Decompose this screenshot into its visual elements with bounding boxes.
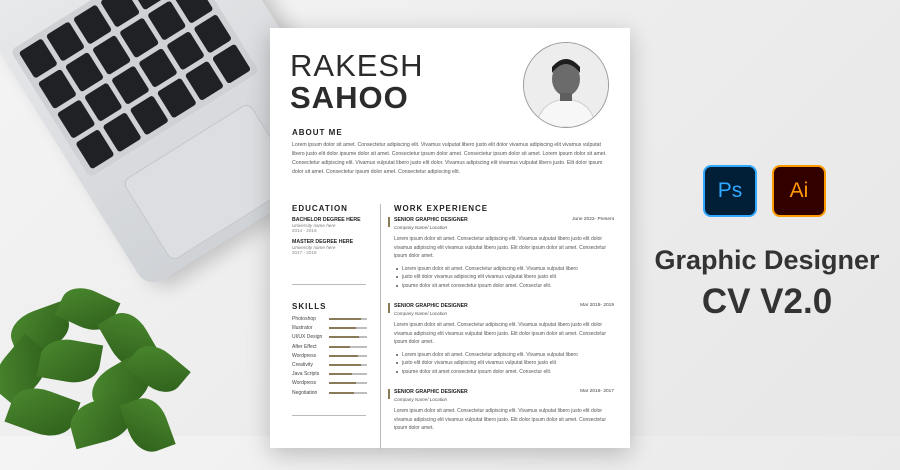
skill-label: After Effect	[292, 343, 317, 350]
about-text: Lorem ipsum dolor sit amet. Consectetur adipiscing elit. Vivamus vulputat libero justo elit dolor vivamus adipiscing elit vivamus vulputat libero justo elit dolor ipsume dolor sit amet. Consectetur ipsum dolor amet. Consectetur ipsum dolor sit amet. Lorem ipsum dolor sit amet. Consectetur adipiscing elit. Vivamus vulputat libero justo elit dolor. Vivamus adipiscing elit vivamus vulputat libero justo. Elit dolor ipsum dolor sit amet. Consectetur ipsum dolor amet. Consectetur adipiscing elit.	[292, 142, 607, 175]
skill-level-bar	[329, 364, 367, 366]
skill-level-fill	[329, 382, 356, 384]
job-entry: SENIOR GRAPHIC DESIGNER Mar 2018- 2019 Company Name/ Location Lorem ipsum dolor sit amet. Consectetur adipiscing elit. Vivamus vulputat libero justo elit dolor vivamus adipiscing elit vivamus vulputat libero justo. Elit dolor ipsum dolor sit amet. Consectetur ipsum dolor amet. Lorem ipsum dolor sit amet. Consectetur adipiscing elit. Vivamus vulputat libero justo elit dolor vivamus adipiscing elit vivamus vulputat libero justo elit ipsume dolor sit amet consectetur ipsum dolor amet. Consectur elit.	[394, 303, 614, 376]
divider	[292, 415, 366, 416]
skill-level-fill	[329, 355, 358, 357]
education-item: MASTER DEGREE HERE University name here 2017 - 2018	[292, 239, 354, 255]
resume-last-name: SAHOO	[290, 80, 409, 115]
skill-level-fill	[329, 392, 354, 394]
skill-level-fill	[329, 373, 352, 375]
plant	[0, 270, 210, 470]
skill-level-fill	[329, 327, 356, 329]
resume-page	[270, 28, 630, 448]
skill-level-bar	[329, 327, 367, 329]
skill-label: Wordpress	[292, 352, 317, 359]
skill-item	[292, 316, 372, 325]
profile-photo	[523, 42, 609, 128]
skill-item	[292, 362, 372, 371]
illustrator-icon: Ai	[772, 165, 826, 217]
skill-level-fill	[329, 364, 361, 366]
skill-label: UI/UX Design	[292, 334, 323, 341]
skill-item	[292, 344, 372, 353]
skill-label: Photoshop	[292, 316, 316, 322]
skill-label: Wordpress	[292, 380, 317, 387]
skill-item	[292, 325, 372, 334]
skill-item	[292, 371, 372, 380]
about-heading: ABOUT ME	[292, 128, 343, 137]
divider	[292, 284, 366, 285]
job-marker	[388, 217, 390, 227]
skill-level-bar	[329, 373, 367, 375]
job-entry: SENIOR GRAPHIC DESIGNER Mar 2016- 2017 Company Name/ Location Lorem ipsum dolor sit amet. Consectetur adipiscing elit. Vivamus vulputat libero justo elit dolor vivamus adipiscing elit vivamus vulputat libero justo. Elit dolor ipsum dolor sit amet. Consectetur ipsum dolor amet.	[394, 389, 614, 433]
job-marker	[388, 303, 390, 313]
skill-level-bar	[329, 392, 367, 394]
skill-item	[292, 380, 372, 389]
skill-label: Negotiation	[292, 389, 318, 396]
skill-label: Illustrator	[292, 325, 313, 332]
skill-level-bar	[329, 318, 367, 320]
skill-item	[292, 353, 372, 362]
education-list	[292, 217, 377, 261]
job-marker	[388, 389, 390, 399]
headline-version: CV V2.0	[701, 282, 833, 321]
skill-item	[292, 334, 372, 343]
skill-item	[292, 390, 372, 399]
resume-first-name: RAKESH	[290, 48, 424, 83]
skill-label: Creativity	[292, 362, 313, 368]
education-heading: EDUCATION	[292, 204, 348, 213]
skill-label: Java Scripts	[292, 371, 320, 378]
skills-heading: SKILLS	[292, 302, 327, 311]
work-heading: WORK EXPERIENCE	[394, 204, 489, 213]
headline-title: Graphic Designer	[654, 245, 880, 275]
photoshop-icon: Ps	[703, 165, 757, 217]
skill-level-bar	[329, 382, 367, 384]
skill-level-fill	[329, 346, 350, 348]
skill-level-bar	[329, 346, 367, 348]
skill-level-fill	[329, 336, 359, 338]
skill-level-fill	[329, 318, 361, 320]
job-entry: SENIOR GRAPHIC DESIGNER June 2022- Present Company Name/ Location Lorem ipsum dolor sit amet. Consectetur adipiscing elit. Vivamus vulputat libero justo elit dolor vivamus adipiscing elit vivamus vulputat libero justo. Elit dolor ipsum dolor sit amet. Consectetur ipsum dolor amet. Lorem ipsum dolor sit amet. Consectetur adipiscing elit. Vivamus vulputat libero justo elit dolor vivamus adipiscing elit vivamus vulputat libero justo elit ipsume dolor sit amet consectetur ipsum dolor amet. Consectur elit.	[394, 217, 614, 290]
education-item: BACHELOR DEGREE HERE University name here 2014 - 2016	[292, 217, 361, 233]
skill-level-bar	[329, 355, 367, 357]
skill-level-bar	[329, 336, 367, 338]
column-divider	[380, 204, 381, 449]
